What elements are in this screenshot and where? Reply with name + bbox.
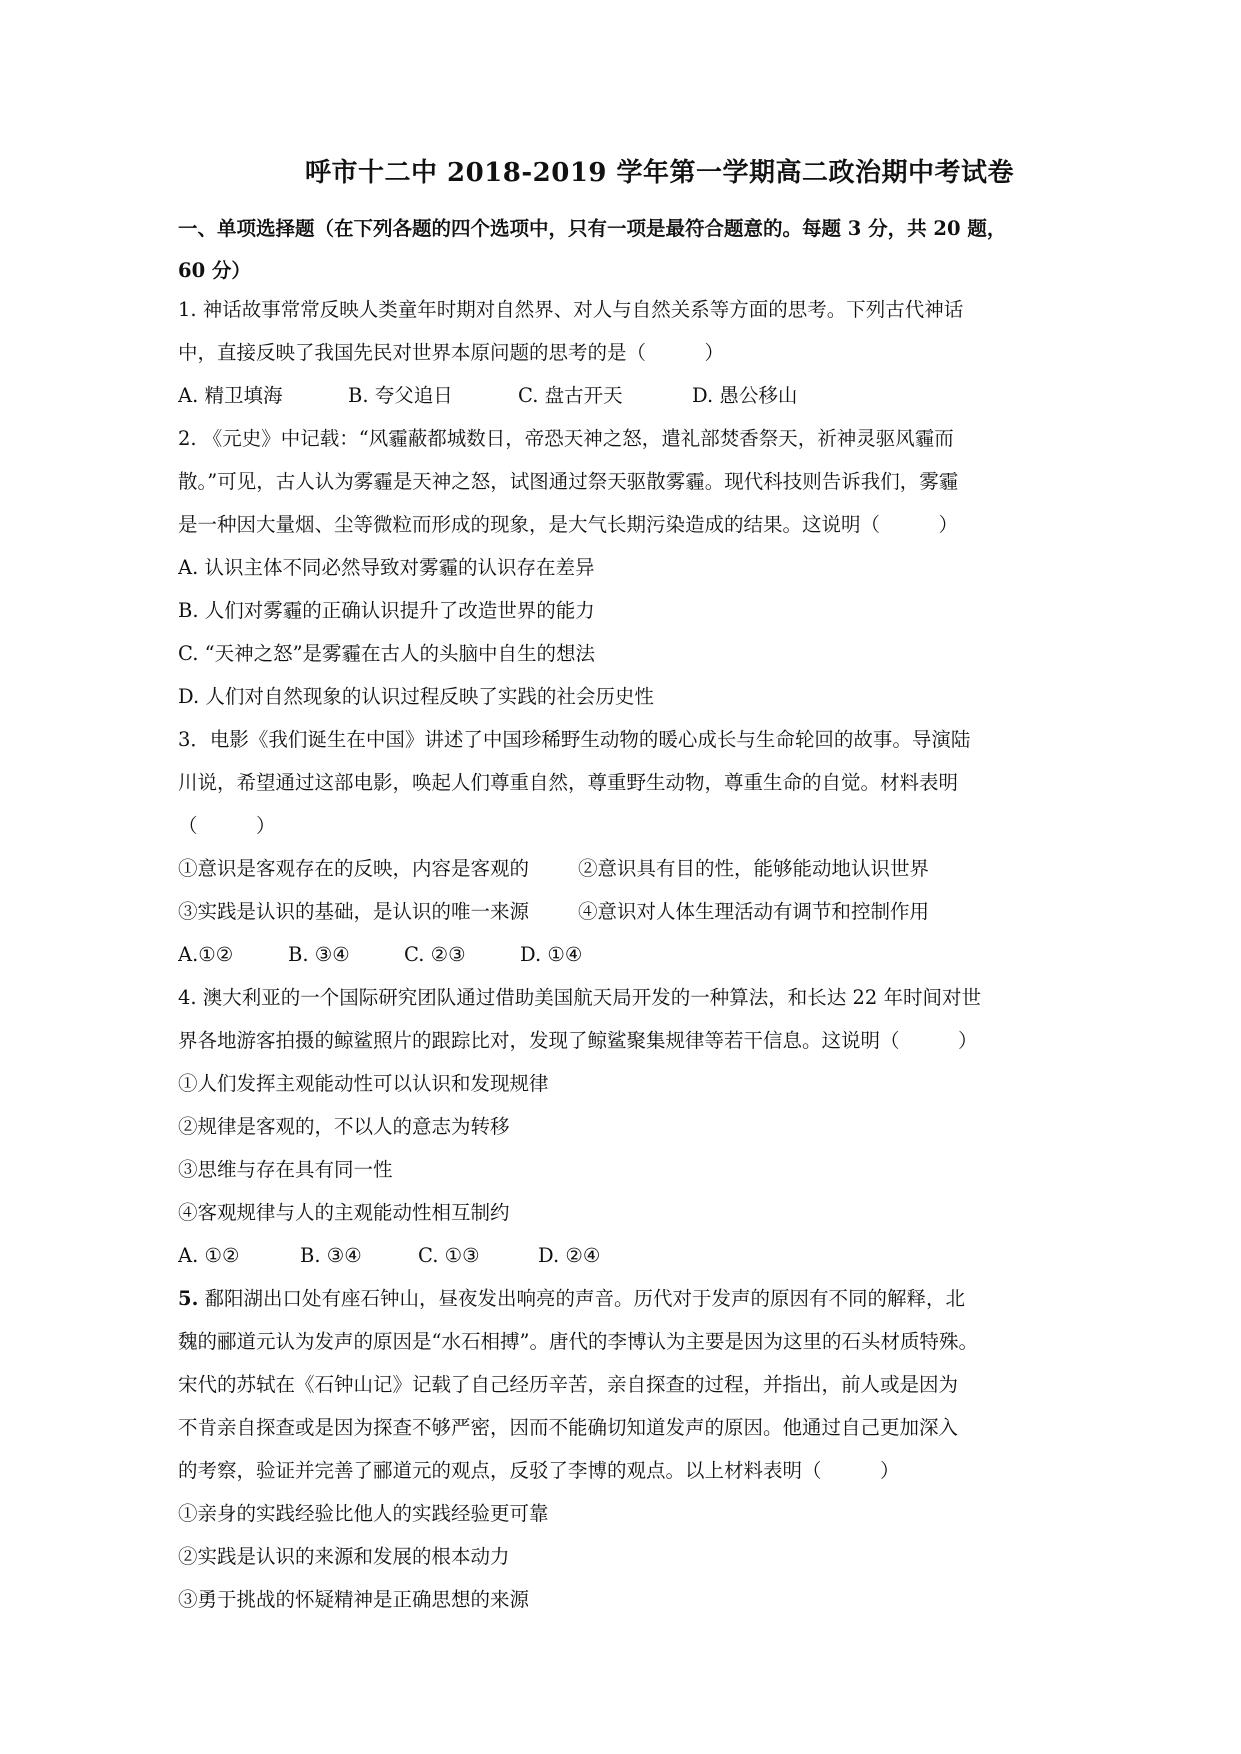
question-5-statement-2: ②实践是认识的来源和发展的根本动力 — [178, 1545, 510, 1568]
question-3-stem-line-3: （ ） — [178, 814, 276, 837]
question-5-stem-line-4: 不肯亲自探查或是因为探查不够严密，因而不能确切知道发声的原因。他通过自己更加深入 — [178, 1416, 959, 1439]
question-3-statement-3: ③实践是认识的基础，是认识的唯一来源 — [178, 900, 530, 923]
question-4 — [178, 976, 1062, 1277]
question-3-option-c: C. ②③ — [404, 943, 466, 966]
question-5-stem-line-1-text: 鄱阳湖出口处有座石钟山，昼夜发出响亮的声音。历代对于发声的原因有不同的解释，北 — [198, 1287, 966, 1310]
question-3-statement-4: ④意识对人体生理活动有调节和控制作用 — [578, 900, 930, 923]
question-3-statement-1: ①意识是客观存在的反映，内容是客观的 — [178, 857, 530, 880]
question-2-option-a: A. 认识主体不同必然导致对雾霾的认识存在差异 — [178, 556, 595, 579]
question-4-option-c: C. ①③ — [418, 1244, 480, 1267]
question-5-stem-line-2: 魏的郦道元认为发声的原因是“水石相搏”。唐代的李博认为主要是因为这里的石头材质特殊。 — [178, 1330, 978, 1353]
section-heading — [178, 208, 1058, 292]
section-heading-line-1: 一、单项选择题（在下列各题的四个选项中，只有一项是最符合题意的。每题 3 分，共 20 题， — [178, 217, 1007, 240]
question-2-option-d: D. 人们对自然现象的认识过程反映了实践的社会历史性 — [178, 685, 654, 708]
question-4-stem-line-1: 4. 澳大利亚的一个国际研究团队通过借助美国航天局开发的一种算法，和长达 22 年时间对世 — [178, 986, 982, 1009]
question-5-number: 5. — [178, 1287, 199, 1310]
question-3-statement-2: ②意识具有目的性，能够能动地认识世界 — [578, 857, 930, 880]
question-3-option-a: A.①② — [178, 943, 234, 966]
page-title: 呼市十二中 2018-2019 学年第一学期高二政治期中考试卷 — [304, 158, 1015, 188]
question-3-option-b: B. ③④ — [288, 943, 350, 966]
question-5-stem-line-5: 的考察，验证并完善了郦道元的观点，反驳了李博的观点。以上材料表明（ ） — [178, 1459, 900, 1482]
question-3-statements-row-2 — [178, 890, 1062, 933]
question-1-option-d: D. 愚公移山 — [692, 384, 798, 407]
question-1-option-b: B. 夸父追日 — [348, 384, 453, 407]
question-1-stem-line-2: 中，直接反映了我国先民对世界本原问题的思考的是（ ） — [178, 341, 725, 364]
question-2-option-b: B. 人们对雾霾的正确认识提升了改造世界的能力 — [178, 599, 595, 622]
question-4-option-b: B. ③④ — [300, 1244, 362, 1267]
question-3-option-d: D. ①④ — [520, 943, 583, 966]
question-5 — [178, 1277, 1062, 1621]
question-4-option-d: D. ②④ — [538, 1244, 601, 1267]
question-3-stem-line-2: 川说，希望通过这部电影，唤起人们尊重自然，尊重野生动物，尊重生命的自觉。材料表明 — [178, 771, 959, 794]
question-4-stem-line-2: 界各地游客拍摄的鲸鲨照片的跟踪比对，发现了鲸鲨聚集规律等若干信息。这说明（ ） — [178, 1029, 978, 1052]
question-3-statements-row-1 — [178, 847, 1062, 890]
question-2 — [178, 417, 1062, 718]
question-1-options — [178, 374, 1062, 417]
question-4-statement-3: ③思维与存在具有同一性 — [178, 1158, 393, 1181]
question-5-statement-1: ①亲身的实践经验比他人的实践经验更可靠 — [178, 1502, 549, 1525]
question-2-option-c: C. “天神之怒”是雾霾在古人的头脑中自生的想法 — [178, 642, 596, 665]
question-1-option-a: A. 精卫填海 — [178, 384, 283, 407]
question-1 — [178, 288, 1062, 417]
question-4-option-a: A. ①② — [178, 1244, 240, 1267]
question-2-stem-line-3: 是一种因大量烟、尘等微粒而形成的现象，是大气长期污染造成的结果。这说明（ ） — [178, 513, 959, 536]
question-4-statement-1: ①人们发挥主观能动性可以认识和发现规律 — [178, 1072, 549, 1095]
section-heading-line-2: 60 分） — [178, 259, 251, 282]
question-1-option-c: C. 盘古开天 — [518, 384, 623, 407]
question-4-options — [178, 1234, 1062, 1277]
question-4-statement-4: ④客观规律与人的主观能动性相互制约 — [178, 1201, 510, 1224]
question-3-stem-line-1: 3．电影《我们诞生在中国》讲述了中国珍稀野生动物的暖心成长与生命轮回的故事。导演陆 — [178, 728, 971, 751]
question-3-options — [178, 933, 1062, 976]
question-2-stem-line-2: 散。”可见，古人认为雾霾是天神之怒，试图通过祭天驱散雾霾。现代科技则告诉我们，雾霾 — [178, 470, 959, 493]
question-2-stem-line-1: 2. 《元史》中记载：“风霾蔽都城数日，帝恐天神之怒，遣礼部焚香祭天，祈神灵驱风霾而 — [178, 427, 954, 450]
question-3 — [178, 718, 1062, 976]
question-5-statement-3: ③勇于挑战的怀疑精神是正确思想的来源 — [178, 1588, 530, 1611]
question-4-statement-2: ②规律是客观的，不以人的意志为转移 — [178, 1115, 510, 1138]
question-5-stem-line-1 — [178, 1277, 1062, 1320]
questions — [178, 288, 1062, 1621]
question-5-stem-line-3: 宋代的苏轼在《石钟山记》记载了自己经历辛苦，亲自探查的过程，并指出，前人或是因为 — [178, 1373, 959, 1396]
question-1-stem-line-1: 1. 神话故事常常反映人类童年时期对自然界、对人与自然关系等方面的思考。下列古代神话 — [178, 298, 964, 321]
